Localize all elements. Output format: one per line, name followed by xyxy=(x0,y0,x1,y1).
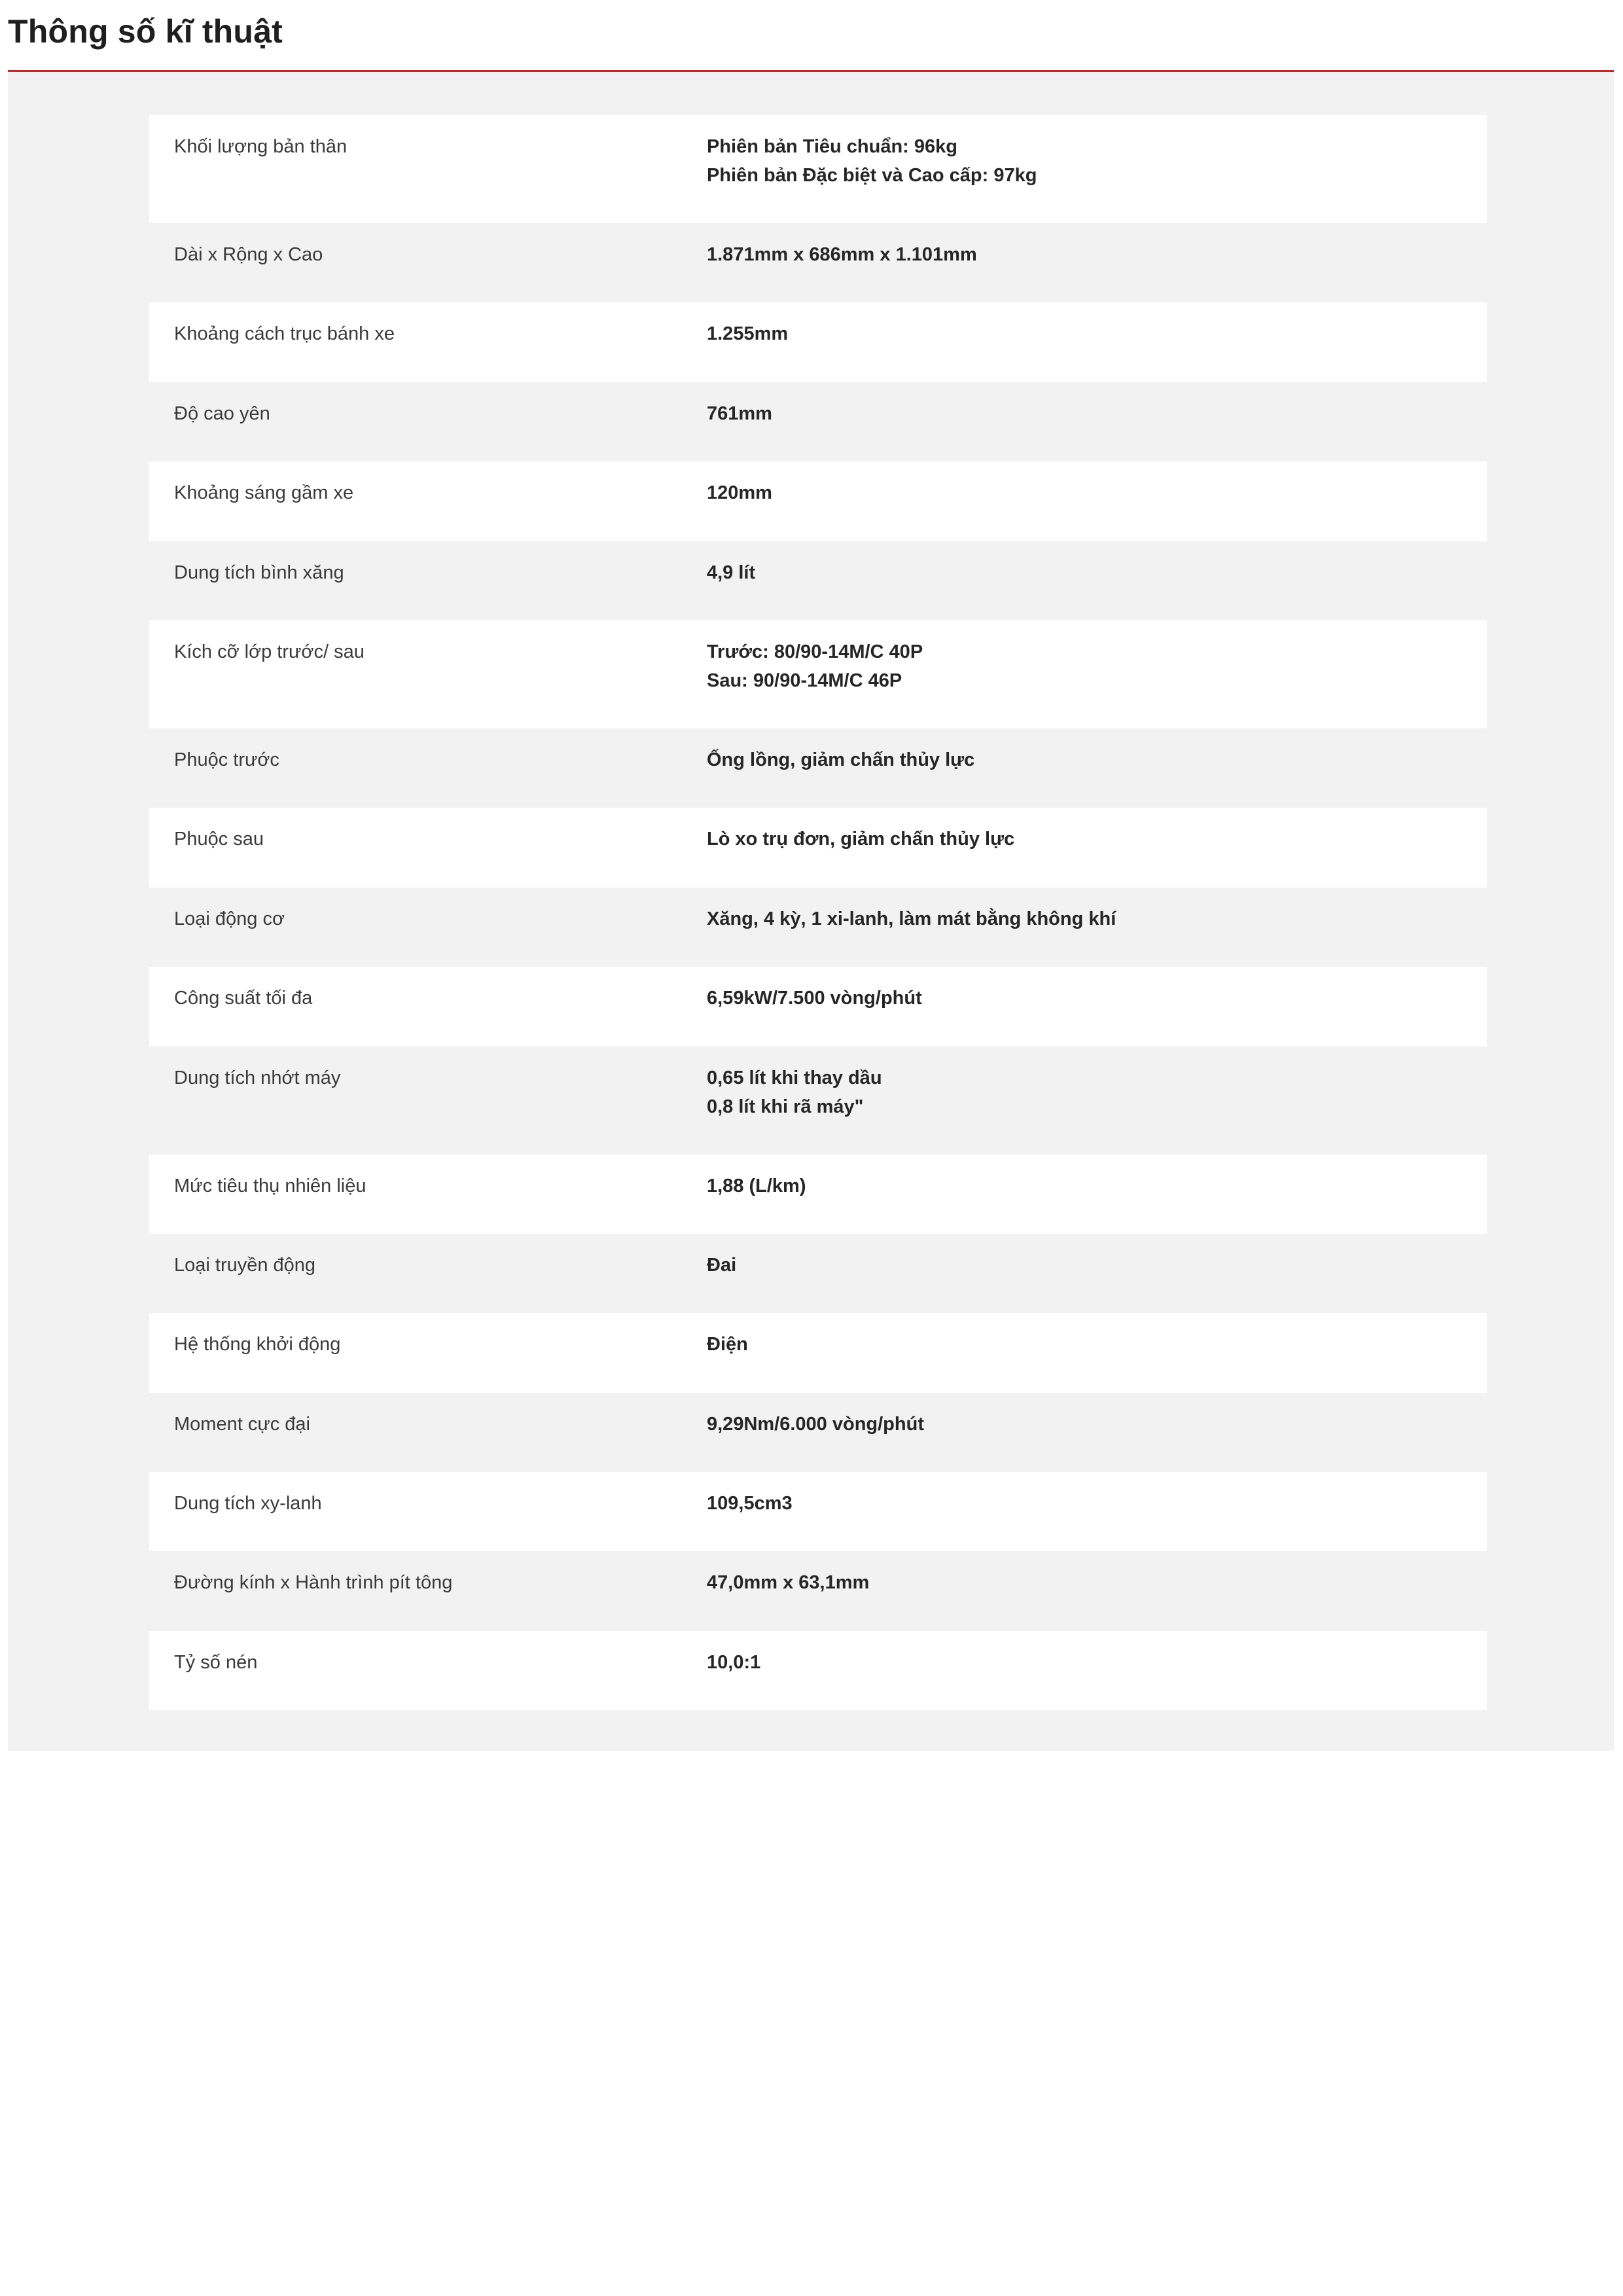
spec-row xyxy=(149,620,1487,728)
spec-value-line: 1.255mm xyxy=(707,323,789,345)
spec-value xyxy=(707,745,1487,774)
spec-label: Moment cực đại xyxy=(174,1413,310,1435)
spec-label: Phuộc sau xyxy=(174,829,264,850)
spec-label: Khoảng sáng gầm xe xyxy=(174,482,354,504)
spec-value-line: 6,59kW/7.500 vòng/phút xyxy=(707,988,922,1009)
spec-value xyxy=(707,1064,1487,1121)
spec-value-line: Đai xyxy=(707,1254,737,1276)
spec-label: Kích cỡ lớp trước/ sau xyxy=(174,641,365,662)
spec-label: Hệ thống khởi động xyxy=(174,1334,341,1355)
spec-value xyxy=(707,558,1487,587)
spec-row xyxy=(149,223,1487,302)
page-title: Thông số kĩ thuật xyxy=(8,13,283,50)
spec-label: Loại động cơ xyxy=(174,908,285,929)
spec-label: Khối lượng bản thân xyxy=(174,136,348,157)
spec-value-line: Điện xyxy=(707,1334,748,1355)
spec-value xyxy=(707,984,1487,1013)
spec-value xyxy=(707,1172,1487,1200)
spec-value xyxy=(707,132,1487,190)
spec-label: Đường kính x Hành trình pít tông xyxy=(174,1572,453,1594)
spec-row xyxy=(149,541,1487,620)
spec-row xyxy=(149,115,1487,223)
spec-row xyxy=(149,1393,1487,1472)
spec-label: Công suất tối đa xyxy=(174,988,313,1009)
spec-row xyxy=(149,1313,1487,1392)
spec-label: Khoảng cách trục bánh xe xyxy=(174,323,395,345)
spec-value xyxy=(707,1568,1487,1597)
spec-label: Dung tích xy-lanh xyxy=(174,1493,322,1515)
spec-label: Mức tiêu thụ nhiên liệu xyxy=(174,1175,366,1196)
spec-value-line: 120mm xyxy=(707,482,772,504)
spec-row xyxy=(149,1472,1487,1551)
spec-value xyxy=(707,637,1487,695)
spec-value-line: Phiên bản Đặc biệt và Cao cấp: 97kg xyxy=(707,165,1037,186)
spec-value xyxy=(707,1489,1487,1518)
spec-label: Dài x Rộng x Cao xyxy=(174,244,323,265)
spec-value-line: 1,88 (L/km) xyxy=(707,1175,806,1196)
spec-label: Loại truyền động xyxy=(174,1254,316,1276)
spec-table xyxy=(149,115,1487,1710)
spec-value xyxy=(707,905,1487,933)
spec-row xyxy=(149,382,1487,461)
spec-row xyxy=(149,808,1487,887)
spec-row xyxy=(149,728,1487,808)
spec-value-line: 10,0:1 xyxy=(707,1651,761,1673)
spec-value-line: 9,29Nm/6.000 vòng/phút xyxy=(707,1413,924,1435)
spec-value-line: Trước: 80/90-14M/C 40P xyxy=(707,641,923,662)
spec-value xyxy=(707,1330,1487,1359)
spec-value-line: 0,65 lít khi thay dầu xyxy=(707,1067,882,1088)
spec-value xyxy=(707,825,1487,853)
spec-row xyxy=(149,1047,1487,1155)
spec-label: Tỷ số nén xyxy=(174,1651,258,1673)
spec-row xyxy=(149,1631,1487,1710)
spec-value xyxy=(707,319,1487,348)
spec-label: Phuộc trước xyxy=(174,749,279,770)
spec-value-line: Sau: 90/90-14M/C 46P xyxy=(707,670,902,691)
spec-label: Dung tích nhớt máy xyxy=(174,1067,341,1088)
spec-value xyxy=(707,399,1487,428)
spec-row xyxy=(149,302,1487,382)
spec-value-line: 1.871mm x 686mm x 1.101mm xyxy=(707,244,977,265)
spec-value xyxy=(707,1251,1487,1280)
spec-value xyxy=(707,1648,1487,1677)
spec-value xyxy=(707,1410,1487,1439)
spec-value xyxy=(707,240,1487,269)
spec-value-line: 109,5cm3 xyxy=(707,1493,793,1515)
spec-label: Dung tích bình xăng xyxy=(174,562,344,583)
spec-row xyxy=(149,461,1487,541)
spec-value-line: Phiên bản Tiêu chuẩn: 96kg xyxy=(707,136,957,157)
spec-value-line: Ống lồng, giảm chấn thủy lực xyxy=(707,749,975,770)
spec-value-line: Lò xo trụ đơn, giảm chấn thủy lực xyxy=(707,829,1015,850)
spec-value-line: 47,0mm x 63,1mm xyxy=(707,1572,870,1594)
spec-row xyxy=(149,967,1487,1046)
spec-row xyxy=(149,888,1487,967)
spec-row xyxy=(149,1155,1487,1234)
spec-value-line: Xăng, 4 kỳ, 1 xi-lanh, làm mát bằng không khí xyxy=(707,908,1116,929)
spec-row xyxy=(149,1551,1487,1630)
spec-panel xyxy=(8,72,1614,1751)
spec-label: Độ cao yên xyxy=(174,403,270,424)
spec-value xyxy=(707,478,1487,507)
spec-value-line: 0,8 lít khi rã máy" xyxy=(707,1096,864,1117)
spec-row xyxy=(149,1234,1487,1313)
spec-value-line: 4,9 lít xyxy=(707,562,756,583)
spec-value-line: 761mm xyxy=(707,403,772,424)
